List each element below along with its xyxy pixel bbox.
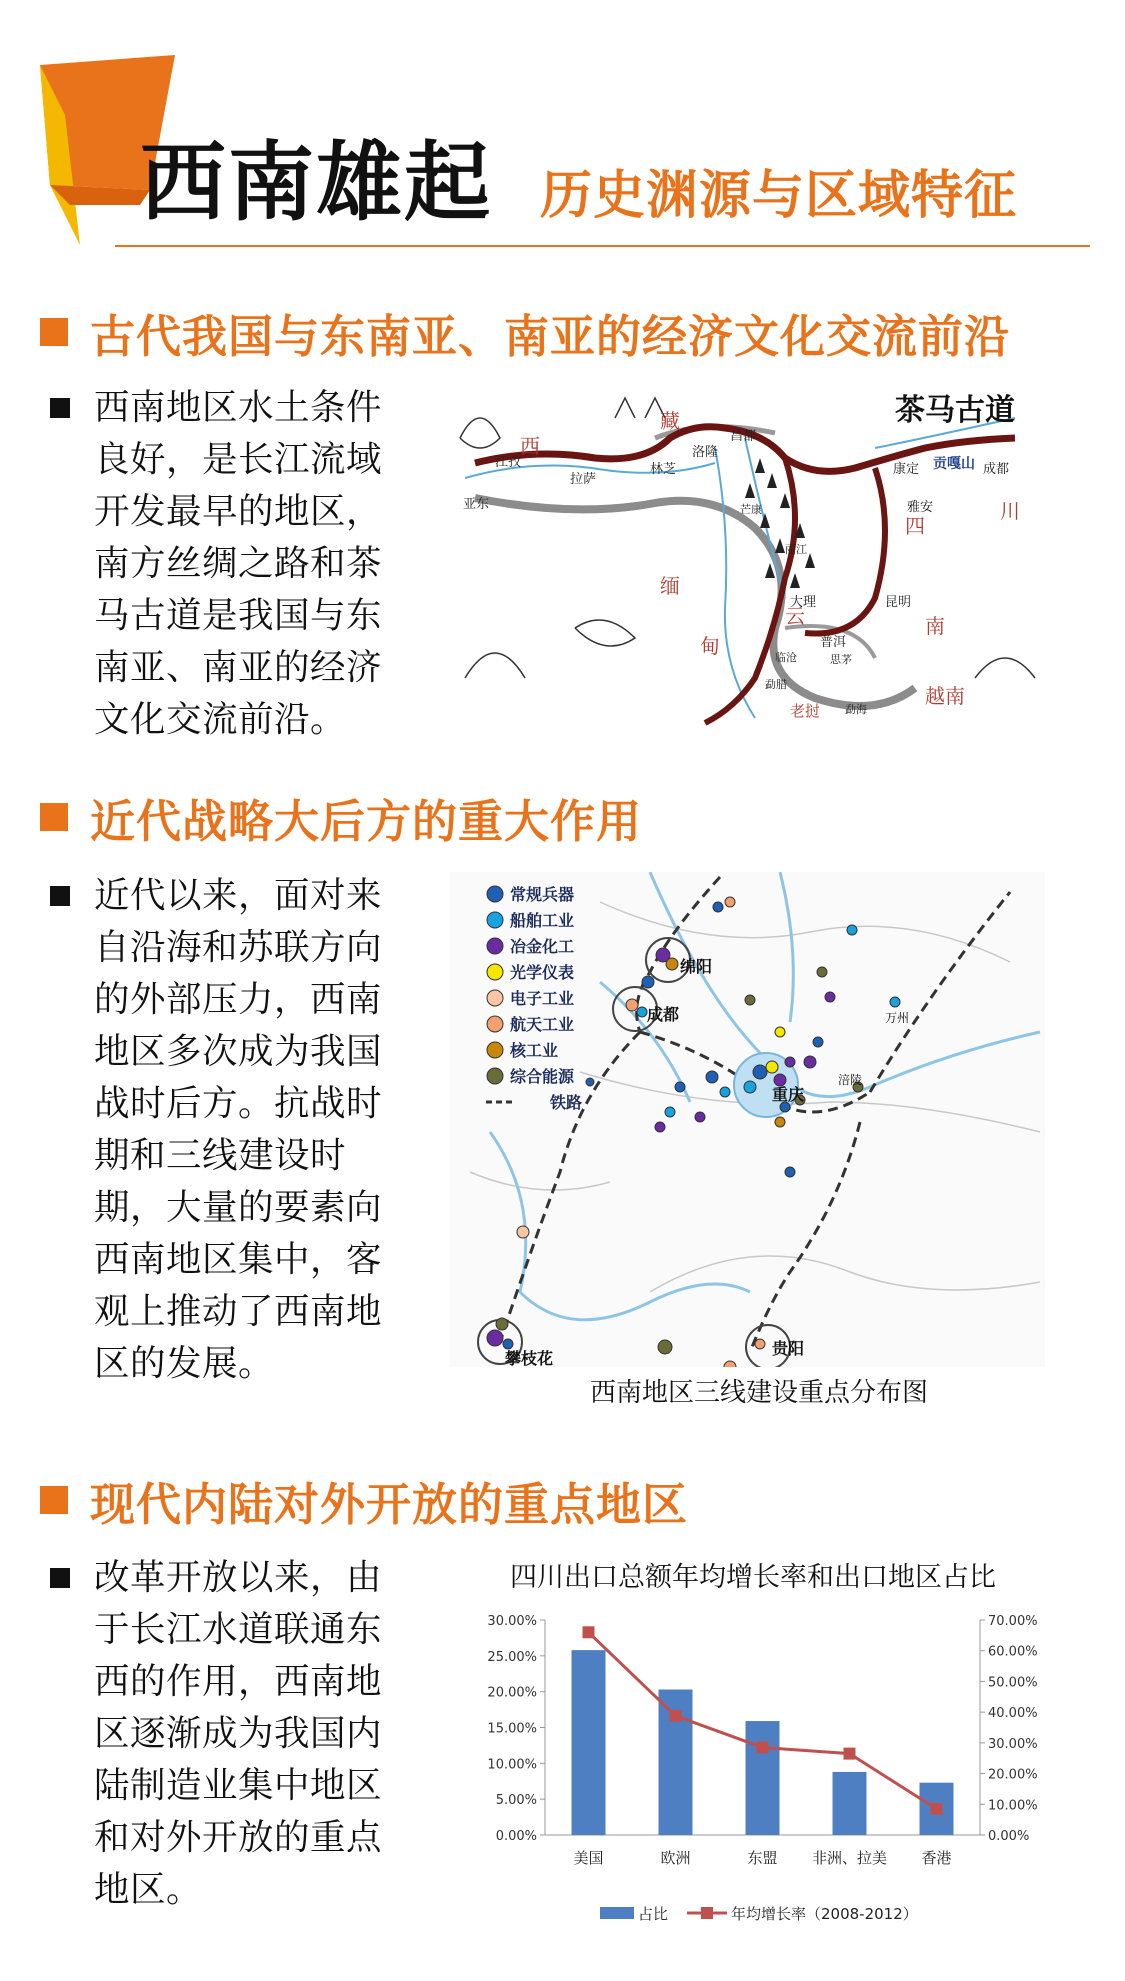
bar — [572, 1650, 606, 1835]
chart-title: 四川出口总额年均增长率和出口地区占比 — [510, 1562, 996, 1593]
map1-city: 丽江 — [785, 543, 807, 556]
x-tick-label: 东盟 — [747, 1849, 778, 1867]
y-right-tick-label: 30.00% — [988, 1736, 1038, 1752]
legend-label-bar: 占比 — [638, 1905, 669, 1923]
legend-label: 航天工业 — [510, 1015, 575, 1034]
x-tick-label: 香港 — [921, 1849, 952, 1867]
y-left-tick-label: 20.00% — [487, 1685, 537, 1701]
legend-swatch-bar — [600, 1907, 634, 1919]
map1-city: 昌都 — [730, 429, 757, 444]
map1-label: 南 — [925, 614, 945, 638]
map1-label: 藏 — [660, 409, 680, 433]
section1-heading-text: 古代我国与东南亚、南亚的经济文化交流前沿 — [90, 309, 1011, 363]
map1-city: 临沧 — [775, 651, 797, 664]
growth-point — [670, 1710, 682, 1722]
y-left-tick-label: 15.00% — [487, 1721, 537, 1737]
map1-city: 思茅 — [830, 653, 852, 666]
map1-label: 越南 — [925, 684, 965, 708]
map2-city: 万州 — [885, 1011, 910, 1025]
map2-city: 绵阳 — [680, 957, 713, 976]
legend-label: 冶金化工 — [510, 937, 575, 956]
legend-rail-label: 铁路 — [550, 1093, 583, 1112]
legend-label: 综合能源 — [510, 1067, 575, 1086]
page-subtitle: 历史渊源与区域特征 — [540, 166, 1018, 226]
growth-point — [757, 1741, 769, 1753]
map1-label: 甸 — [700, 634, 720, 658]
growth-point — [583, 1626, 595, 1638]
section3-paragraph — [50, 1552, 450, 1916]
legend-label: 船舶工业 — [510, 911, 575, 930]
x-tick-label: 美国 — [573, 1849, 604, 1867]
y-left-tick-label: 10.00% — [487, 1757, 537, 1773]
map1-city: 勐海 — [845, 703, 867, 716]
y-right-tick-label: 0.00% — [988, 1829, 1030, 1844]
map1-city: 昆明 — [885, 595, 912, 610]
y-right-tick-label: 40.00% — [988, 1706, 1038, 1722]
section1-text: 西南地区水土条件良好，是长江流域开发最早的地区，南方丝绸之路和茶马古道是我国与东南亚、南亚的经济文化交流前沿。 — [94, 387, 383, 740]
export-chart — [465, 1605, 1065, 1935]
map1-city: 亚东 — [463, 497, 490, 512]
map1-label: 川 — [1000, 499, 1020, 523]
section1-paragraph — [50, 382, 450, 746]
legend-label: 核工业 — [510, 1041, 559, 1060]
section-marker-icon — [40, 803, 68, 831]
y-right-tick-label: 20.00% — [988, 1767, 1038, 1783]
map1-city: 贡嘎山 — [933, 456, 975, 472]
map1-city: 林芝 — [650, 462, 677, 477]
map1-city: 芒康 — [740, 503, 762, 516]
section-marker-icon — [40, 318, 68, 346]
section1-heading — [40, 302, 1010, 362]
y-left-tick-label: 0.00% — [495, 1829, 537, 1844]
section-marker-icon — [40, 1486, 68, 1514]
y-left-tick-label: 25.00% — [487, 1649, 537, 1665]
map2-city: 成都 — [647, 1005, 680, 1024]
bar — [833, 1772, 867, 1835]
legend-label-line: 年均增长率（2008-2012） — [731, 1905, 918, 1923]
y-left-tick-label: 5.00% — [495, 1793, 537, 1809]
map1-city: 普洱 — [820, 635, 847, 650]
map1-city: 洛隆 — [692, 445, 719, 460]
y-right-tick-label: 70.00% — [988, 1614, 1038, 1629]
y-right-tick-label: 10.00% — [988, 1798, 1038, 1814]
section3-text: 改革开放以来，由于长江水道联通东西的作用，西南地区逐渐成为我国内陆制造业集中地区和对外开放的重点地区。 — [94, 1557, 383, 1910]
map1-label: 老挝 — [790, 702, 821, 720]
header-divider — [115, 245, 1090, 247]
map1-city: 拉萨 — [570, 472, 597, 487]
growth-point — [844, 1748, 856, 1760]
section2-paragraph — [50, 870, 450, 1390]
map1-label: 缅 — [660, 574, 680, 598]
growth-point — [931, 1803, 943, 1815]
map1-city: 勐腊 — [765, 678, 787, 691]
map2-city: 重庆 — [772, 1085, 805, 1104]
section3-heading-text: 现代内陆对外开放的重点地区 — [90, 1477, 689, 1531]
bullet-icon — [50, 1568, 70, 1588]
bar — [746, 1721, 780, 1835]
legend-label: 光学仪表 — [510, 963, 575, 982]
map1-label: 西 — [520, 434, 540, 458]
y-right-tick-label: 60.00% — [988, 1644, 1038, 1660]
map2-city: 涪陵 — [838, 1073, 863, 1087]
third-front-map — [450, 872, 1045, 1367]
section2-heading-text: 近代战略大后方的重大作用 — [90, 794, 643, 848]
x-tick-label: 非洲、拉美 — [811, 1849, 888, 1867]
y-left-tick-label: 30.00% — [487, 1614, 537, 1629]
map1-city: 江孜 — [495, 455, 522, 470]
section2-text: 近代以来，面对来自沿海和苏联方向的外部压力，西南地区多次成为我国战时后方。抗战时期和三线建设时期，大量的要素向西南地区集中，客观上推动了西南地区的发展。 — [94, 875, 383, 1384]
map1-city: 大理 — [790, 595, 817, 610]
y-right-tick-label: 50.00% — [988, 1675, 1038, 1691]
legend-marker-line — [701, 1907, 713, 1919]
map2-city: 贵阳 — [772, 1339, 805, 1358]
section2-heading — [40, 787, 642, 847]
map1-title: 茶马古道 — [895, 393, 1015, 428]
legend-label: 电子工业 — [510, 989, 575, 1008]
map1-city: 康定 — [893, 462, 920, 477]
bullet-icon — [50, 398, 70, 418]
map2-caption: 西南地区三线建设重点分布图 — [590, 1378, 929, 1408]
map1-city: 雅安 — [907, 500, 934, 515]
x-tick-label: 欧洲 — [660, 1849, 691, 1867]
map1-label: 云 — [785, 604, 805, 628]
map1-label: 四 — [905, 514, 925, 538]
tea-horse-road-map — [455, 378, 1045, 733]
map2-city: 攀枝花 — [505, 1349, 554, 1367]
section3-heading — [40, 1470, 688, 1530]
bullet-icon — [50, 886, 70, 906]
map1-city: 成都 — [983, 462, 1010, 477]
page-title: 西南雄起 — [140, 133, 492, 233]
legend-label: 常规兵器 — [510, 885, 575, 904]
